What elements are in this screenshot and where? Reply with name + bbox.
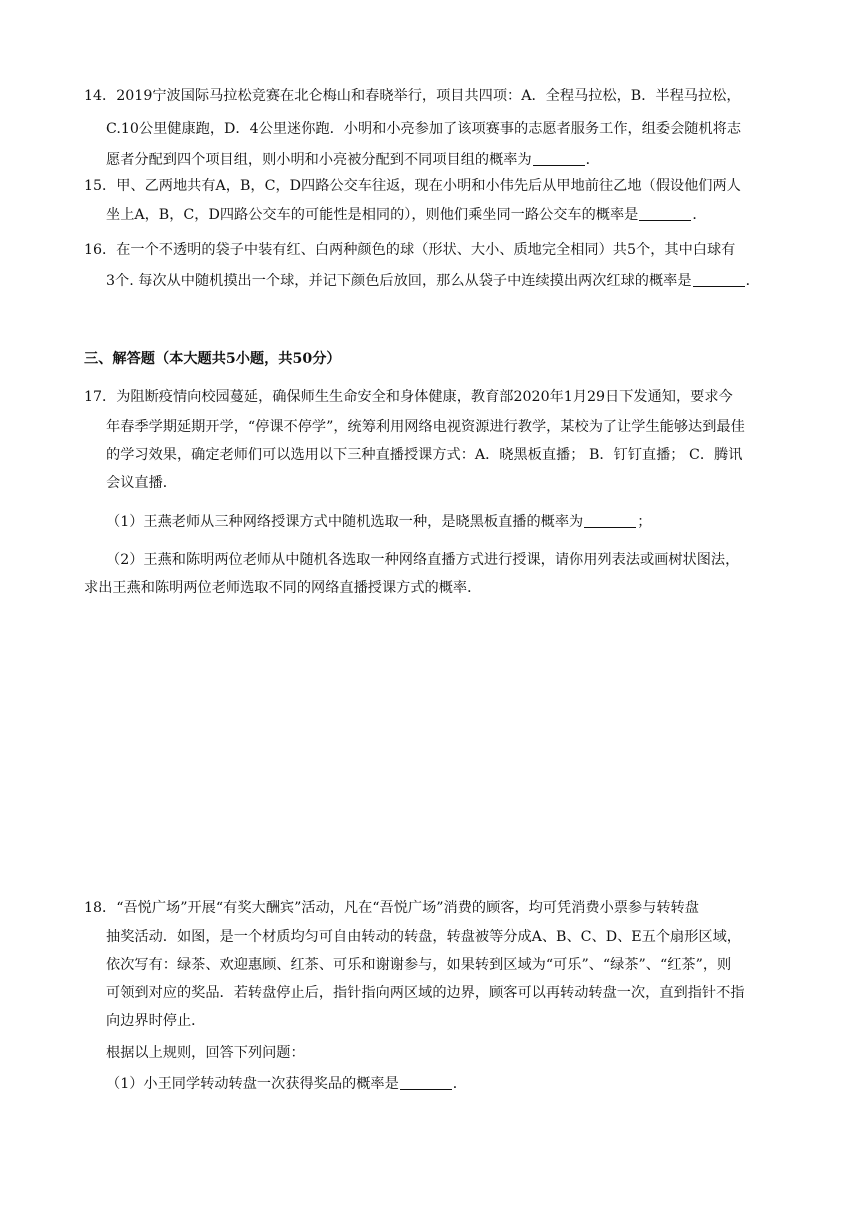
q14-line-3-end: ． bbox=[585, 152, 600, 168]
q18-part-1-text: （1）小王同学转动转盘一次获得奖品的概率是 bbox=[106, 1076, 399, 1092]
q18-line-1: 18．“吾悦广场”开展“有奖大酬宾”活动，凡在“吾悦广场”消费的顾客，均可凭消费小票参与转转盘 bbox=[84, 900, 699, 916]
q15-line-1: 15．甲、乙两地共有A，B，C，D四路公交车往返，现在小明和小伟先后从甲地前往乙地（假设他们两人 bbox=[84, 178, 741, 194]
q17-part-1 bbox=[106, 511, 651, 533]
q14-line-2: C.10公里健康跑，D．4公里迷你跑．小明和小亮参加了该项赛事的志愿者服务工作，组委会随机将志 bbox=[106, 121, 742, 137]
q18-line-3: 依次写有：绿茶、欢迎惠顾、红茶、可乐和谢谢参与，如果转到区域为“可乐”、“绿茶”、“红茶”，则 bbox=[106, 957, 732, 973]
q14-answer-blank[interactable] bbox=[533, 151, 585, 166]
q18-line-4: 可领到对应的奖品．若转盘停止后，指针指向两区域的边界，顾客可以再转动转盘一次，直到指针不指 bbox=[106, 985, 745, 1001]
q16-line-2-text: 3个. 每次从中随机摸出一个球，并记下颜色后放回，那么从袋子中连续摸出两次红球的概率是 bbox=[106, 273, 692, 289]
q18-part-1 bbox=[106, 1073, 467, 1095]
q15-answer-blank[interactable] bbox=[639, 206, 691, 221]
q17-line-3: 的学习效果，确定老师们可以选用以下三种直播授课方式：A．晓黑板直播； B．钉钉直播； C．腾讯 bbox=[106, 447, 743, 463]
q16-answer-blank[interactable] bbox=[693, 272, 745, 287]
q17-line-2: 年春季学期延期开学，“停课不停学”，统筹利用网络电视资源进行教学，某校为了让学生能够达到最佳 bbox=[106, 419, 745, 435]
q18-line-5: 向边界时停止． bbox=[106, 1013, 206, 1029]
q16-line-2 bbox=[106, 270, 760, 292]
q16-line-1: 16．在一个不透明的袋子中装有红、白两种颜色的球（形状、大小、质地完全相同）共5个，其中白球有 bbox=[84, 242, 736, 258]
q17-line-1: 17．为阻断疫情向校园蔓延，确保师生生命安全和身体健康，教育部2020年1月29日下发通知，要求今 bbox=[84, 389, 733, 405]
q17-part-1-end: ； bbox=[637, 514, 652, 530]
q15-line-2 bbox=[106, 204, 707, 226]
q17-part-1-answer-blank[interactable] bbox=[584, 513, 636, 528]
q16-line-2-end: ． bbox=[745, 273, 760, 289]
q17-part-1-text: （1）王燕老师从三种网络授课方式中随机选取一种，是晓黑板直播的概率为 bbox=[106, 514, 584, 530]
q14-line-3-text: 愿者分配到四个项目组，则小明和小亮被分配到不同项目组的概率为 bbox=[106, 152, 532, 168]
q18-rules: 根据以上规则，回答下列问题： bbox=[106, 1045, 305, 1061]
q14-line-1: 14．2019宁波国际马拉松竞赛在北仑梅山和春晓举行，项目共四项：A．全程马拉松，B．半程马拉松， bbox=[84, 88, 741, 104]
q15-line-2-end: ． bbox=[692, 207, 707, 223]
q14-line-3 bbox=[106, 149, 600, 171]
q15-line-2-text: 坐上A，B，C，D四路公交车的可能性是相同的），则他们乘坐同一路公交车的概率是 bbox=[106, 207, 639, 223]
q17-part-2-line-1: （2）王燕和陈明两位老师从中随机各选取一种网络直播方式进行授课，请你用列表法或画树状图法， bbox=[106, 552, 740, 568]
q17-part-2-line-2: 求出王燕和陈明两位老师选取不同的网络直播授课方式的概率． bbox=[84, 580, 482, 596]
q17-line-4: 会议直播． bbox=[106, 475, 177, 491]
q18-part-1-answer-blank[interactable] bbox=[400, 1075, 452, 1090]
q18-line-2: 抽奖活动．如图，是一个材质均匀可自由转动的转盘，转盘被等分成A、B、C、D、E五个扇形区域， bbox=[106, 929, 741, 945]
section-heading: 三、解答题（本大题共5小题，共50分） bbox=[84, 351, 341, 367]
q18-part-1-end: ． bbox=[452, 1076, 467, 1092]
